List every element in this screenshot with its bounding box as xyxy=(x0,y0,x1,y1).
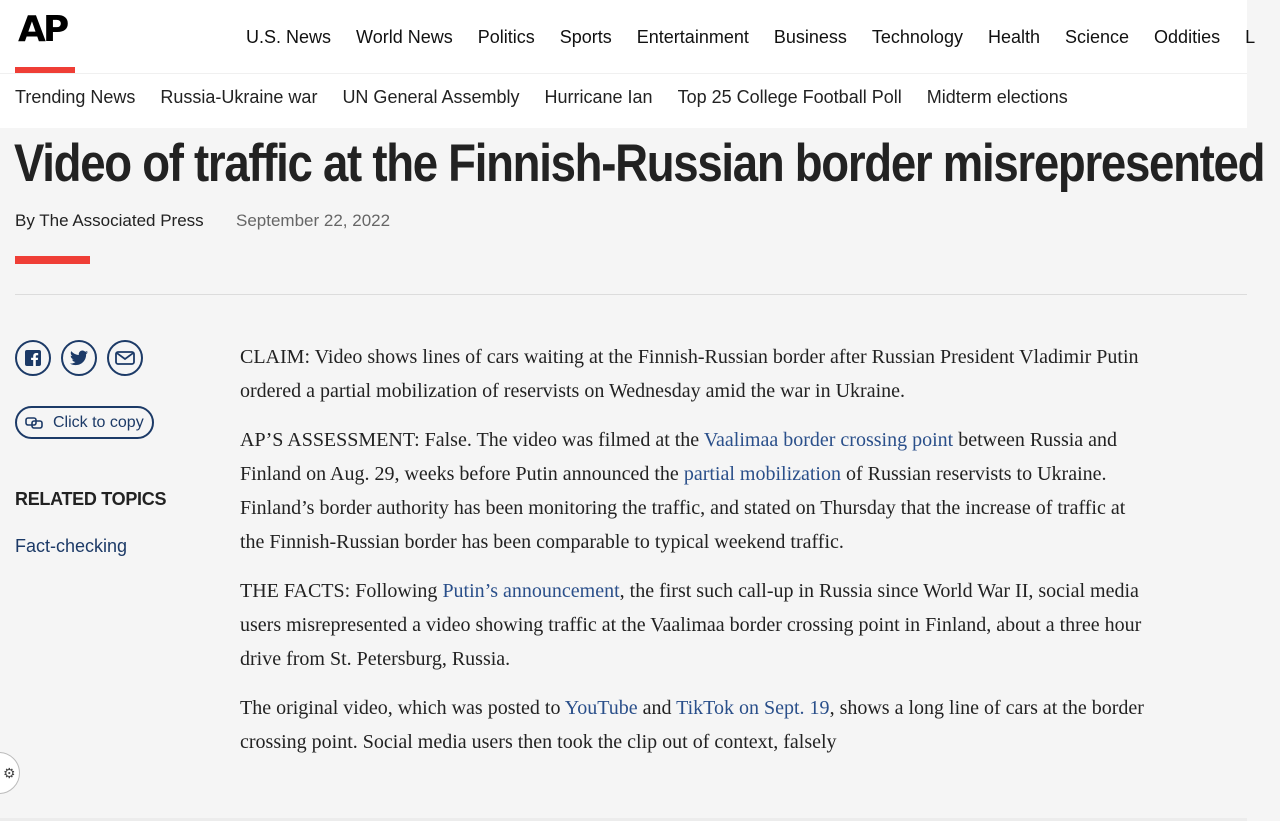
share-buttons xyxy=(15,340,143,376)
nav-health[interactable]: Health xyxy=(987,27,1040,47)
top-bar xyxy=(0,0,1256,73)
link-icon xyxy=(25,417,43,429)
assessment-text-3: of Russian reservists to Ukraine. Finland’s border authority has been monitoring the traffic, and stated on Thursday that the increase of traffic at the Finnish-Russian border has been comparable to typical weekend traffic. xyxy=(240,463,1126,553)
paragraph-facts xyxy=(240,574,1145,676)
trending-midterm-elections[interactable]: Midterm elections xyxy=(926,87,1068,107)
headline-accent-rule xyxy=(15,256,90,264)
nav-business[interactable]: Business xyxy=(773,27,847,47)
nav-technology[interactable]: Technology xyxy=(871,27,963,47)
trending-top25-poll[interactable]: Top 25 College Football Poll xyxy=(677,87,902,107)
assessment-text-2: between Russia and Finland on Aug. 29, weeks before Putin announced the xyxy=(240,429,1118,485)
paragraph-original-video xyxy=(240,691,1145,759)
link-youtube[interactable]: YouTube xyxy=(564,697,638,719)
main-nav xyxy=(246,27,1280,48)
trending-un-general-assembly[interactable]: UN General Assembly xyxy=(342,87,520,107)
facts-text-1: THE FACTS: Following xyxy=(240,580,443,602)
original-text-2: and xyxy=(637,697,677,719)
nav-world-news[interactable]: World News xyxy=(356,27,453,47)
article-byline: By The Associated Press xyxy=(15,211,204,230)
original-text-3: , shows a long line of cars at the border crossing point. Social media users then took the clip out of context, falsely xyxy=(240,697,1144,753)
article-body xyxy=(240,340,1145,774)
original-text-1: The original video, which was posted to xyxy=(240,697,565,719)
nav-us-news[interactable]: U.S. News xyxy=(246,27,332,47)
related-topics-heading: RELATED TOPICS xyxy=(15,489,167,509)
link-tiktok[interactable]: TikTok on Sept. 19 xyxy=(676,697,830,719)
trending-hurricane-ian[interactable]: Hurricane Ian xyxy=(544,87,653,107)
nav-more-cutoff[interactable]: L xyxy=(1245,27,1256,47)
ap-logo-text: AP xyxy=(18,9,67,50)
trending-bar xyxy=(0,73,1247,128)
email-share-button[interactable] xyxy=(107,340,143,376)
nav-science[interactable]: Science xyxy=(1065,27,1130,47)
nav-oddities[interactable]: Oddities xyxy=(1154,27,1221,47)
ap-logo[interactable] xyxy=(15,6,75,72)
link-partial-mobilization[interactable]: partial mobilization xyxy=(683,463,841,485)
email-icon xyxy=(115,351,135,365)
link-vaalimaa-crossing[interactable]: Vaalimaa border crossing point xyxy=(703,429,954,451)
assessment-text-1: AP’S ASSESSMENT: False. The video was filmed at the xyxy=(240,429,704,451)
nav-politics[interactable]: Politics xyxy=(477,27,535,47)
copy-link-button[interactable] xyxy=(15,406,154,439)
header-divider xyxy=(15,294,1247,295)
nav-entertainment[interactable]: Entertainment xyxy=(636,27,749,47)
twitter-icon xyxy=(70,350,88,366)
facts-text-2: , the first such call-up in Russia since World War II, social media users misrepresented a video showing traffic at the Vaalimaa border crossing point in Finland, about a three hour drive from St. Petersburg, Russia. xyxy=(240,580,1142,670)
copy-link-label: Click to copy xyxy=(53,413,144,431)
article-date: September 22, 2022 xyxy=(236,211,391,230)
article-headline: Video of traffic at the Finnish-Russian border misrepresented xyxy=(14,134,1265,193)
trending-list xyxy=(15,87,1093,108)
trending-russia-ukraine[interactable]: Russia-Ukraine war xyxy=(160,87,318,107)
paragraph-claim: CLAIM: Video shows lines of cars waiting at the Finnish-Russian border after Russian President Vladimir Putin ordered a partial mobilization of reservists on Wednesday amid the war in Ukraine. xyxy=(240,346,1139,402)
paragraph-assessment xyxy=(240,423,1145,559)
nav-sports[interactable]: Sports xyxy=(559,27,612,47)
trending-news-link[interactable]: Trending News xyxy=(15,87,136,107)
facebook-icon xyxy=(25,350,41,366)
settings-widget-button[interactable] xyxy=(0,752,20,794)
link-putins-announcement[interactable]: Putin’s announcement xyxy=(442,580,620,602)
related-topic-fact-checking[interactable]: Fact-checking xyxy=(15,536,128,556)
facebook-share-button[interactable] xyxy=(15,340,51,376)
twitter-share-button[interactable] xyxy=(61,340,97,376)
settings-icon: ⚙ xyxy=(3,765,16,781)
